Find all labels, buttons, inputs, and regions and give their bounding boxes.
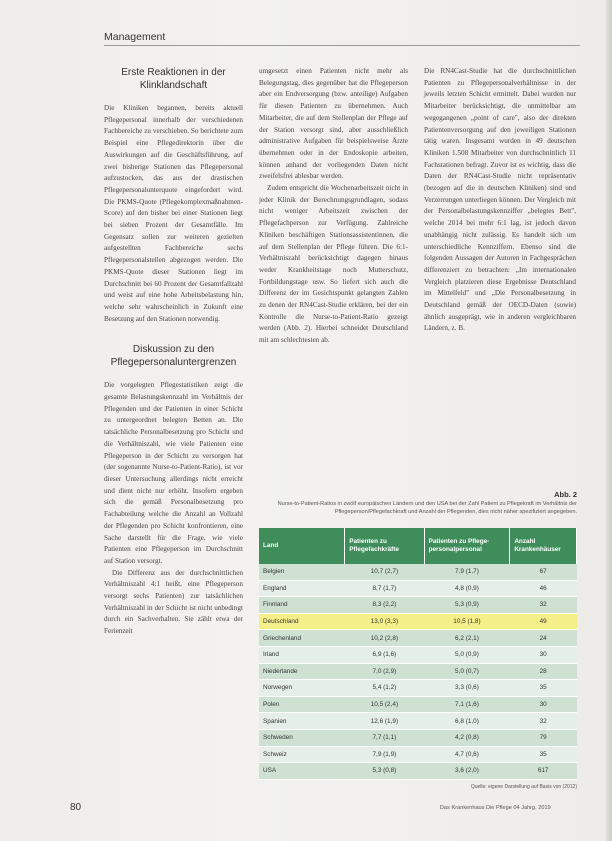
cell-value: 35	[510, 746, 577, 763]
column-header: Land	[259, 528, 345, 564]
table-header-row	[259, 528, 577, 564]
paragraph: Die Kliniken begannen, bereits aktuell Pflegepersonal innerhalb der verschiedenen Fachbereiche zu verschieben. So berichtete zum Beispiel eine Pflegedirektorin über die Auswirkungen auf die Geschäftsführung, auf zwei bisherige Stationen das Pflegepersonal aufzustocken, das aus der drastischen Pflegepersonalunterquote eingefordert wird. Die PKMS-Quote (Pflegekomplexmaßnahmen-Score) auf den bisher bei einer Stationen liegt bei sieben Prozent der Gesamtfälle. Im Gegensatz sollen zur weiteren gezielten aufgestellten Fachbereiche sechs Pflegepersonalstellen abgezogen werden. Die PKMS-Quote dieser Stationen liegt im Durchschnitt bei 60 Prozent der Gesamtfallzahl und weist auf eine hohe Arbeitsbelastung hin, welche sehr wahrscheinlich in Zukunft eine Besetzung auf den Stationen notwendig.	[104, 104, 243, 323]
table-row	[259, 597, 577, 614]
cell-value: 6,8 (1,0)	[424, 713, 510, 730]
cell-country: England	[259, 580, 345, 597]
table-row	[259, 630, 577, 647]
paragraph: Zudem entspricht die Wochenarbeitszeit nicht in jeder Klinik der Berechnungsgrundlagen, sodass nicht weniger Arbeitszeit zwischen der Pflegefachperson zur Verfügung. Zahlreiche Kliniken beschäftigen Stationsassistentinnen, die auf dem Stellenplan der Pflege führen. Die 6:1-Verhältniszahl berücksichtigt dagegen hinaus weder Krankheitstage noch Mutterschutz, Fortbildungstage usw. So liefert sich auch die Differenz der im Gesichtspunkt gelangten Zahlen zu denen der RN4Cast-Studie erklären, bei der ein Kontrolle die Nurse-to-Patient-Ratio gezeigt werden (Abb. 2). Hierbei schneidet Deutschland mit am schlechtesten ab.	[259, 184, 408, 345]
header-divider	[104, 45, 580, 46]
table-row	[259, 680, 577, 697]
cell-value: 35	[510, 680, 577, 697]
cell-value: 4,2 (0,8)	[424, 729, 510, 746]
cell-value: 32	[510, 713, 577, 730]
cell-value: 46	[510, 580, 577, 597]
cell-value: 10,5 (2,4)	[345, 696, 424, 713]
cell-value: 30	[510, 696, 577, 713]
cell-value: 5,4 (1,2)	[345, 680, 424, 697]
cell-country: Griechenland	[259, 630, 345, 647]
text-column-right	[424, 66, 576, 335]
cell-value: 10,5 (1,8)	[424, 613, 510, 630]
cell-value: 12,6 (1,9)	[345, 713, 424, 730]
cell-value: 617	[510, 763, 577, 780]
table-row	[259, 713, 577, 730]
cell-value: 49	[510, 613, 577, 630]
cell-country: Schweiz	[259, 746, 345, 763]
cell-value: 8,7 (1,7)	[345, 580, 424, 597]
journal-footer: Das Krankenhaus Die Pflege 04 Jahrg. 2019	[440, 805, 551, 811]
paragraph: Die Differenz aus der durchschnittlichen Verhältniszahl 4:1 heißt, eine Pflegeperson versorgt sechs Patienten) zur tatsächlichen Verhältniszahl in der Schicht ist nicht unbedingt durch ein Sachverhalten. Sie zählt etwa der Ferienzeit	[104, 568, 243, 636]
cell-country: Norwegen	[259, 680, 345, 697]
cell-value: 7,0 (2,9)	[345, 663, 424, 680]
table-row	[259, 580, 577, 597]
cell-value: 4,7 (0,6)	[424, 746, 510, 763]
cell-value: 32	[510, 597, 577, 614]
scan-edge-shadow	[606, 0, 612, 841]
text-column-middle	[259, 66, 408, 347]
cell-value: 24	[510, 630, 577, 647]
paragraph: Die RN4Cast-Studie hat die durchschnittlichen Patienten zu Pflegepersonalverhältnisse in der jeweils letzten Schicht ermittelt. Dabei wurden nur Mitarbeiter berücksichtigt, die unmittelbar am wegegangenen „point of care", also der direkten Patientenversorgung auf den jeweiligen Stationen tätig waren. Insgesamt wurden in 49 deutschen Kliniken 1.508 Mitarbeiter von durchschnittlich 11 Fachstationen befragt. Zuvor ist es wichtig, dass die Daten der RN4Cast-Studie nicht repräsentativ (bezogen auf die in deutschen Kliniken) sind und Verzerrungen unterliegen können. Der Vergleich mit der Personalbelastungskennziffer „belegtes Bett", welche 2014 bei mehr 6:1 lag, ist jedoch davon unabhängig nicht zulässig. Es handelt sich um unterschiedliche Kennziffern. Ebenso sind die folgenden Aussagen der Autoren in Fachgesprächen differenziert zu betrachten: „Im internationalen Vergleich platzieren diese Ergebnisse Deutschland im Mittelfeld" und „Die Personalbesetzung in Deutschland gemäß der OECD-Daten (sowie) ähnlich ausgeprägt, wie in anderen vergleichbaren Ländern, z. B.	[424, 67, 576, 333]
table-row	[259, 763, 577, 780]
cell-value: 3,6 (2,0)	[424, 763, 510, 780]
cell-country: Irland	[259, 646, 345, 663]
cell-value: 7,9 (1,9)	[345, 746, 424, 763]
cell-value: 5,0 (0,7)	[424, 663, 510, 680]
cell-country: Polen	[259, 696, 345, 713]
column-header: Patienten zu Pflege-personalpersonal	[424, 528, 510, 564]
cell-value: 30	[510, 646, 577, 663]
cell-value: 79	[510, 729, 577, 746]
table-row	[259, 663, 577, 680]
table-row	[259, 696, 577, 713]
table-body	[259, 564, 577, 779]
cell-country: Niederlande	[259, 663, 345, 680]
cell-country: USA	[259, 763, 345, 780]
cell-value: 7,7 (1,1)	[345, 729, 424, 746]
cell-value: 7,1 (1,6)	[424, 696, 510, 713]
table-row	[259, 564, 577, 580]
cell-value: 10,7 (2,7)	[345, 564, 424, 580]
figure-abb-2	[259, 490, 577, 790]
column-header: Patienten zu Pflegefachkräfte	[345, 528, 424, 564]
cell-country: Belgien	[259, 564, 345, 580]
table-row	[259, 613, 577, 630]
heading-diskussion: Diskussion zu den Pflegepersonaluntergrenzen	[110, 344, 237, 369]
cell-value: 5,3 (0,8)	[345, 763, 424, 780]
table-row	[259, 729, 577, 746]
cell-value: 4,8 (0,9)	[424, 580, 510, 597]
heading-erste-reaktionen: Erste Reaktionen in der Klinklandschaft	[121, 67, 226, 91]
figure-label: Abb. 2	[554, 490, 577, 499]
cell-value: 8,3 (2,2)	[345, 597, 424, 614]
section-label: Management	[104, 31, 166, 43]
paragraph: umgesetzt einen Patienten nicht mehr als Belegungstag, dies gegenüber hat die Pflegeperson aber ein Endversorgung (bzw. anteilige) Aufgaben für diesen Patienten zu übernehmen. Auch Mitarbeiter, die auf dem Stellenplan der Pflege auf der Station versorgt sind, aber ausschließlich administrative Aufgaben für beispielsweise Ärzte übernehmen oder in der Endoskopie arbeiten, können anhand der vorliegenden Daten nicht zweifelsfrei ablesbar werden.	[259, 67, 408, 181]
column-header: Anzahl Krankenhäuser	[510, 528, 577, 564]
cell-value: 7,9 (1,7)	[424, 564, 510, 580]
table-row	[259, 646, 577, 663]
cell-value: 13,0 (3,3)	[345, 613, 424, 630]
cell-value: 67	[510, 564, 577, 580]
cell-value: 10,2 (2,8)	[345, 630, 424, 647]
cell-value: 6,2 (2,1)	[424, 630, 510, 647]
cell-country: Schweden	[259, 729, 345, 746]
cell-country: Finnland	[259, 597, 345, 614]
text-column-left	[104, 66, 243, 638]
cell-value: 6,9 (1,6)	[345, 646, 424, 663]
cell-country: Deutschland	[259, 613, 345, 630]
figure-caption: Nurse-to-Patient-Ratios in zwölf europäischen Ländern und den USA bei der Zahl Patient zu Pflegekraft im Verhältnis der Pflegeperson/Pflegefachkraft und Anzahl der Pflegenden, dies nicht näher spezifiziert angegeben.	[277, 501, 577, 515]
cell-value: 3,3 (0,6)	[424, 680, 510, 697]
figure-source-note: Quelle: eigene Darstellung auf Basis von (2012)	[470, 783, 577, 790]
ratio-table	[259, 528, 577, 780]
paragraph: Die vorgelegten Pflegestatistiken zeigt die gesamte Belastungskennzahl im Verhältnis der Pflegenden und der Patienten in einer Schicht zu untergeordnet belegten Betten an. Die tatsächliche Personalbesetzung pro Schicht und die Verhältniszahl, wie viele Patienten eine Pflegeperson in der Schicht zu versorgen hat (der sogenannte Nurse-to-Patient-Ratio), ist vor dieser Untersuchung allerdings nicht erreicht und dient nicht nur erhöht. Insofern ergeben sich die gemäß Personalbesetzung pro Fachabteilung welche die Anzahl an Vollzahl der Pflegenden pro Schicht konfrontieren, eine Sache darstellt für die Frage, wie viele Patienten eine Pflegeperson im Durchschnitt auf Station versorgt.	[104, 381, 243, 565]
cell-value: 5,3 (0,9)	[424, 597, 510, 614]
cell-value: 28	[510, 663, 577, 680]
cell-country: Spanien	[259, 713, 345, 730]
cell-value: 5,0 (0,9)	[424, 646, 510, 663]
table-row	[259, 746, 577, 763]
page-number: 80	[70, 802, 82, 813]
